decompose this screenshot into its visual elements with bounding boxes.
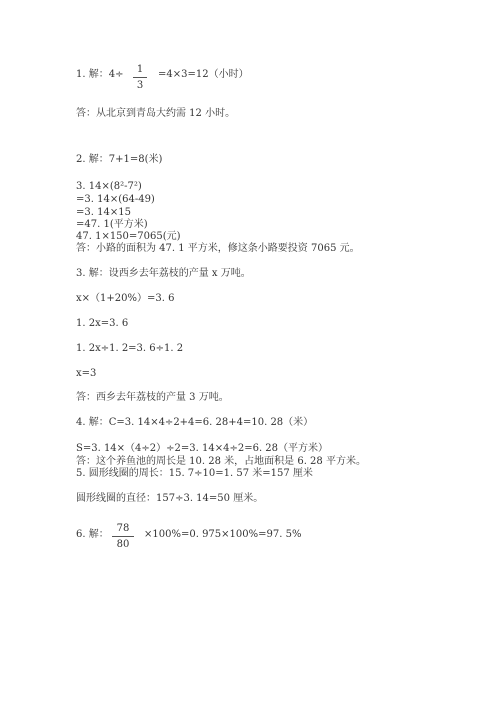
area-line-4: =47. 1(平方米) (76, 219, 148, 230)
area-answer: 答：小路的面积为 47. 1 平方米，修这条小路要投资 7065 元。 (76, 243, 360, 254)
q1-suffix: =4×3=12（小时） (158, 69, 249, 80)
fraction-bar (112, 536, 134, 537)
q3-line-3: 1. 2x=3. 6 (76, 318, 129, 329)
area-line-1: 3. 14×(8²-7²) (76, 181, 142, 192)
q1-line (76, 69, 123, 81)
q1-prefix: 1. 解：4÷ (76, 69, 124, 80)
q3-line-1: 3. 解：设西乡去年荔枝的产量 x 万吨。 (76, 268, 251, 279)
q1-answer: 答：从北京到青岛大约需 12 小时。 (76, 108, 236, 119)
q6-suffix: ×100%=0. 975×100%=97. 5% (144, 529, 302, 540)
q6-prefix: 6. 解： (76, 529, 109, 540)
q6-fraction-denominator: 80 (116, 539, 130, 550)
q4-answer: 答：这个养鱼池的周长是 10. 28 米，占地面积是 6. 28 平方米。 (76, 456, 366, 467)
q3-line-2: x×（1+20%）=3. 6 (76, 293, 175, 304)
fraction-bar (133, 77, 147, 78)
q3-line-4: 1. 2x÷1. 2=3. 6÷1. 2 (76, 343, 184, 354)
area-line-2: =3. 14×(64-49) (76, 194, 155, 205)
q5-line-1: 5. 圆形线圈的周长：15. 7÷10=1. 57 米=157 厘米 (76, 468, 313, 479)
area-line-5: 47. 1×150=7065(元) (76, 231, 181, 242)
q3-line-5: x=3 (76, 368, 97, 379)
q2-line-1: 2. 解：7+1=8(米) (76, 154, 163, 165)
q6-fraction (112, 523, 134, 550)
q1-fraction-numerator: 1 (136, 64, 144, 75)
q6-fraction-numerator: 78 (116, 523, 130, 534)
q1-fraction (133, 64, 147, 91)
q4-line-2: S=3. 14×（4÷2）÷2=3. 14×4÷2=6. 28（平方米） (76, 443, 329, 454)
area-line-3: =3. 14×15 (76, 207, 131, 218)
q1-fraction-denominator: 3 (136, 80, 144, 91)
q5-line-2: 圆形线圈的直径：157÷3. 14=50 厘米。 (76, 493, 264, 504)
q4-line-1: 4. 解：C=3. 14×4÷2+4=6. 28+4=10. 28（米） (76, 417, 314, 428)
q3-answer: 答：西乡去年荔枝的产量 3 万吨。 (76, 392, 229, 403)
